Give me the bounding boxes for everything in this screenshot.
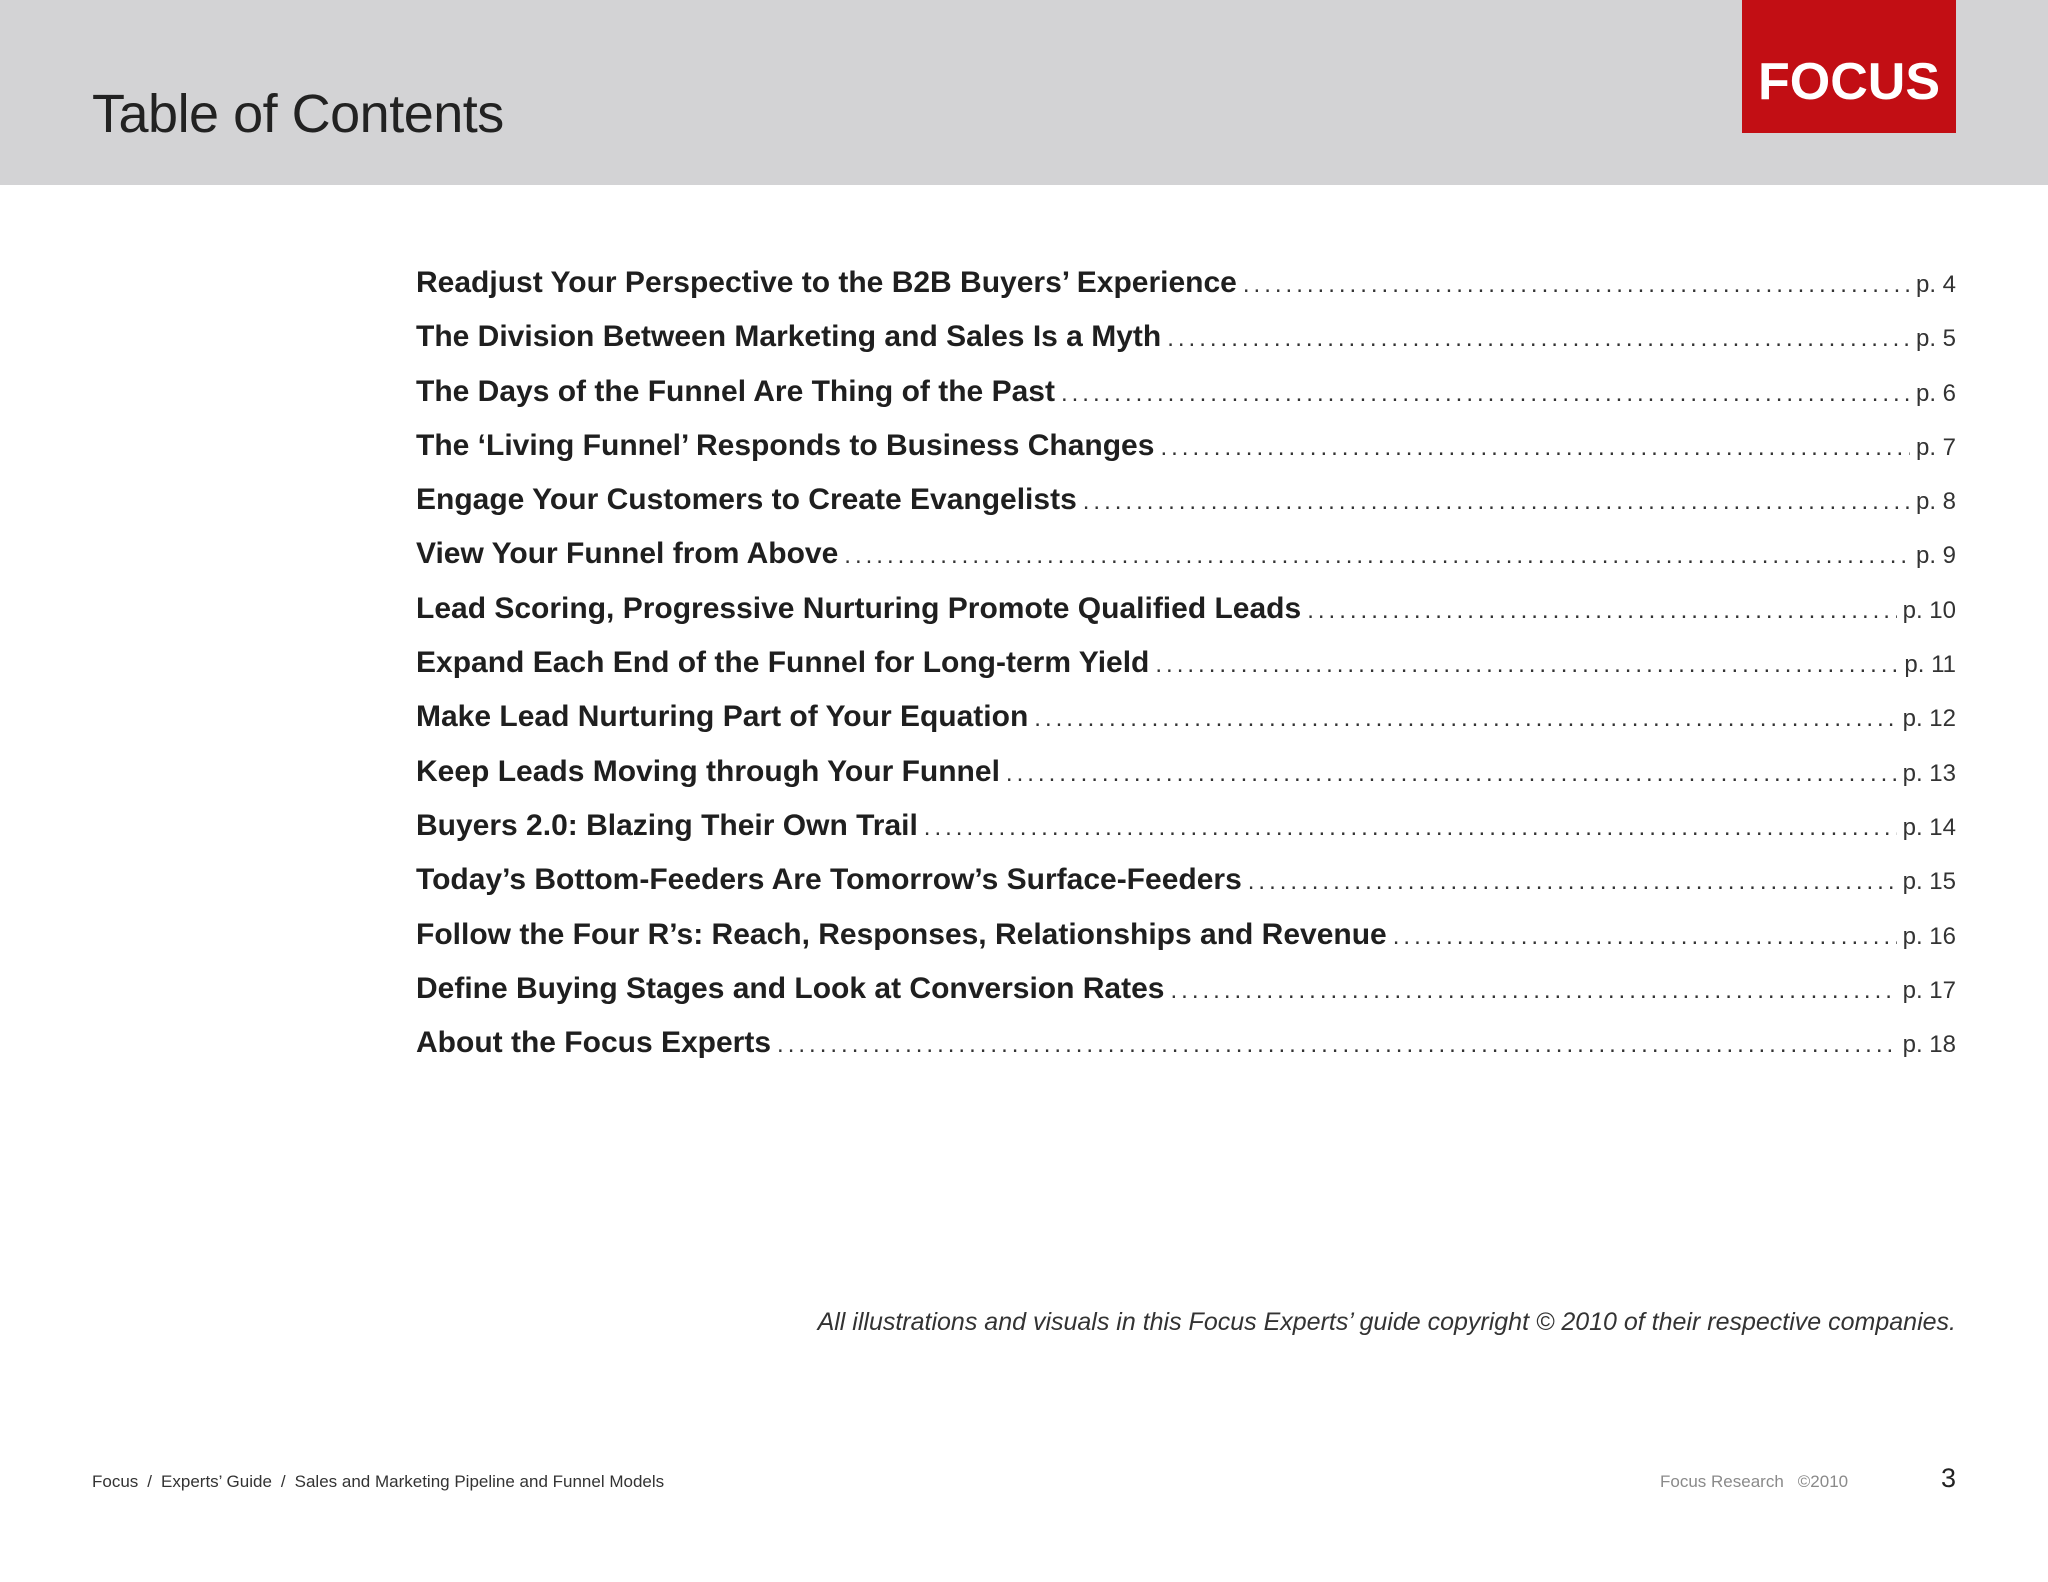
dot-leader	[1307, 597, 1896, 625]
dot-leader	[1083, 488, 1910, 516]
breadcrumb-separator: /	[280, 1472, 286, 1491]
toc-entry-page[interactable]: p. 17	[1902, 976, 1956, 1004]
toc-entry-title[interactable]: Follow the Four R’s: Reach, Responses, Relationships and Revenue	[416, 917, 1387, 951]
toc-entry-title[interactable]: About the Focus Experts	[416, 1026, 772, 1060]
toc-entry-title[interactable]: Define Buying Stages and Look at Conversion Rates	[416, 971, 1165, 1005]
toc-entry[interactable]	[416, 483, 1956, 537]
publisher-name: Focus Research	[1660, 1472, 1784, 1491]
toc-entry[interactable]	[416, 918, 1956, 972]
header-band	[0, 0, 2048, 185]
toc-entry[interactable]	[416, 375, 1956, 429]
dot-leader	[1393, 923, 1897, 951]
toc-entry[interactable]	[416, 320, 1956, 374]
page-number: 3	[1940, 1463, 1956, 1493]
toc-entry[interactable]	[416, 429, 1956, 483]
dot-leader	[777, 1031, 1897, 1059]
dot-leader	[1155, 651, 1898, 679]
breadcrumb-item: Focus	[92, 1472, 139, 1491]
toc-entry-title[interactable]: Engage Your Customers to Create Evangelists	[416, 483, 1077, 517]
toc-entry[interactable]	[416, 755, 1956, 809]
dot-leader	[1243, 271, 1910, 299]
dot-leader	[844, 542, 1910, 570]
breadcrumb-item: Experts’ Guide	[161, 1472, 272, 1491]
focus-logo[interactable]: FOCUS	[1742, 0, 1956, 133]
toc-entry-page[interactable]: p. 5	[1915, 325, 1956, 353]
footer-credit	[1660, 1472, 1848, 1492]
toc-entry-title[interactable]: Readjust Your Perspective to the B2B Buyers’ Experience	[416, 266, 1237, 299]
toc-entry[interactable]	[416, 863, 1956, 917]
toc-entry-title[interactable]: Buyers 2.0: Blazing Their Own Trail	[416, 808, 918, 842]
dot-leader	[1034, 705, 1896, 733]
toc-entry-title[interactable]: View Your Funnel from Above	[416, 537, 839, 571]
toc-entry[interactable]	[416, 700, 1956, 754]
dot-leader	[1167, 325, 1910, 353]
toc-entry-page[interactable]: p. 11	[1904, 651, 1956, 679]
dot-leader	[1170, 977, 1896, 1005]
dot-leader	[1061, 380, 1910, 408]
toc-entry-title[interactable]: The ‘Living Funnel’ Responds to Business Changes	[416, 428, 1155, 462]
toc-entry-page[interactable]: p. 9	[1915, 542, 1956, 570]
copyright-year: ©2010	[1797, 1472, 1849, 1491]
toc-entry[interactable]	[416, 1026, 1956, 1080]
toc-entry[interactable]	[416, 809, 1956, 863]
toc-entry-title[interactable]: Make Lead Nurturing Part of Your Equation	[416, 700, 1029, 734]
toc-entry-page[interactable]: p. 7	[1915, 433, 1956, 461]
toc-entry-page[interactable]: p. 16	[1902, 922, 1956, 950]
copyright-note: All illustrations and visuals in this Focus Experts’ guide copyright © 2010 of their respective companies.	[817, 1308, 1956, 1336]
toc-entry[interactable]	[416, 646, 1956, 700]
toc-entry-page[interactable]: p. 14	[1902, 813, 1956, 841]
dot-leader	[924, 814, 1897, 842]
toc-entry-title[interactable]: Today’s Bottom-Feeders Are Tomorrow’s Surface-Feeders	[416, 863, 1242, 897]
toc-entry[interactable]	[416, 266, 1956, 320]
page-title: Table of Contents	[92, 84, 504, 144]
toc-entry-page[interactable]: p. 10	[1902, 596, 1956, 624]
toc-entry-page[interactable]: p. 15	[1902, 868, 1956, 896]
breadcrumb-separator: /	[147, 1472, 153, 1491]
toc-entry-title[interactable]: Expand Each End of the Funnel for Long-term Yield	[416, 646, 1150, 680]
toc-entry[interactable]	[416, 537, 1956, 591]
toc-entry-page[interactable]: p. 18	[1902, 1031, 1956, 1059]
toc-entry-title[interactable]: Keep Leads Moving through Your Funnel	[416, 754, 1000, 788]
toc-entry-title[interactable]: The Days of the Funnel Are Thing of the Past	[416, 374, 1055, 408]
toc-entry[interactable]	[416, 972, 1956, 1026]
footer-breadcrumb	[92, 1472, 664, 1492]
toc-entry-page[interactable]: p. 4	[1915, 271, 1956, 298]
breadcrumb-item: Sales and Marketing Pipeline and Funnel Models	[294, 1472, 665, 1491]
toc-entry-title[interactable]: The Division Between Marketing and Sales Is a Myth	[416, 320, 1162, 354]
dot-leader	[1248, 868, 1897, 896]
dot-leader	[1160, 434, 1910, 462]
toc-entry-title[interactable]: Lead Scoring, Progressive Nurturing Promote Qualified Leads	[416, 591, 1302, 625]
toc-entry-page[interactable]: p. 6	[1915, 379, 1956, 407]
toc-entry[interactable]	[416, 592, 1956, 646]
toc-entry-page[interactable]: p. 12	[1902, 705, 1956, 733]
toc-entry-page[interactable]: p. 13	[1902, 759, 1956, 787]
toc-entry-page[interactable]: p. 8	[1915, 488, 1956, 516]
table-of-contents	[416, 266, 1956, 1080]
dot-leader	[1006, 760, 1897, 788]
